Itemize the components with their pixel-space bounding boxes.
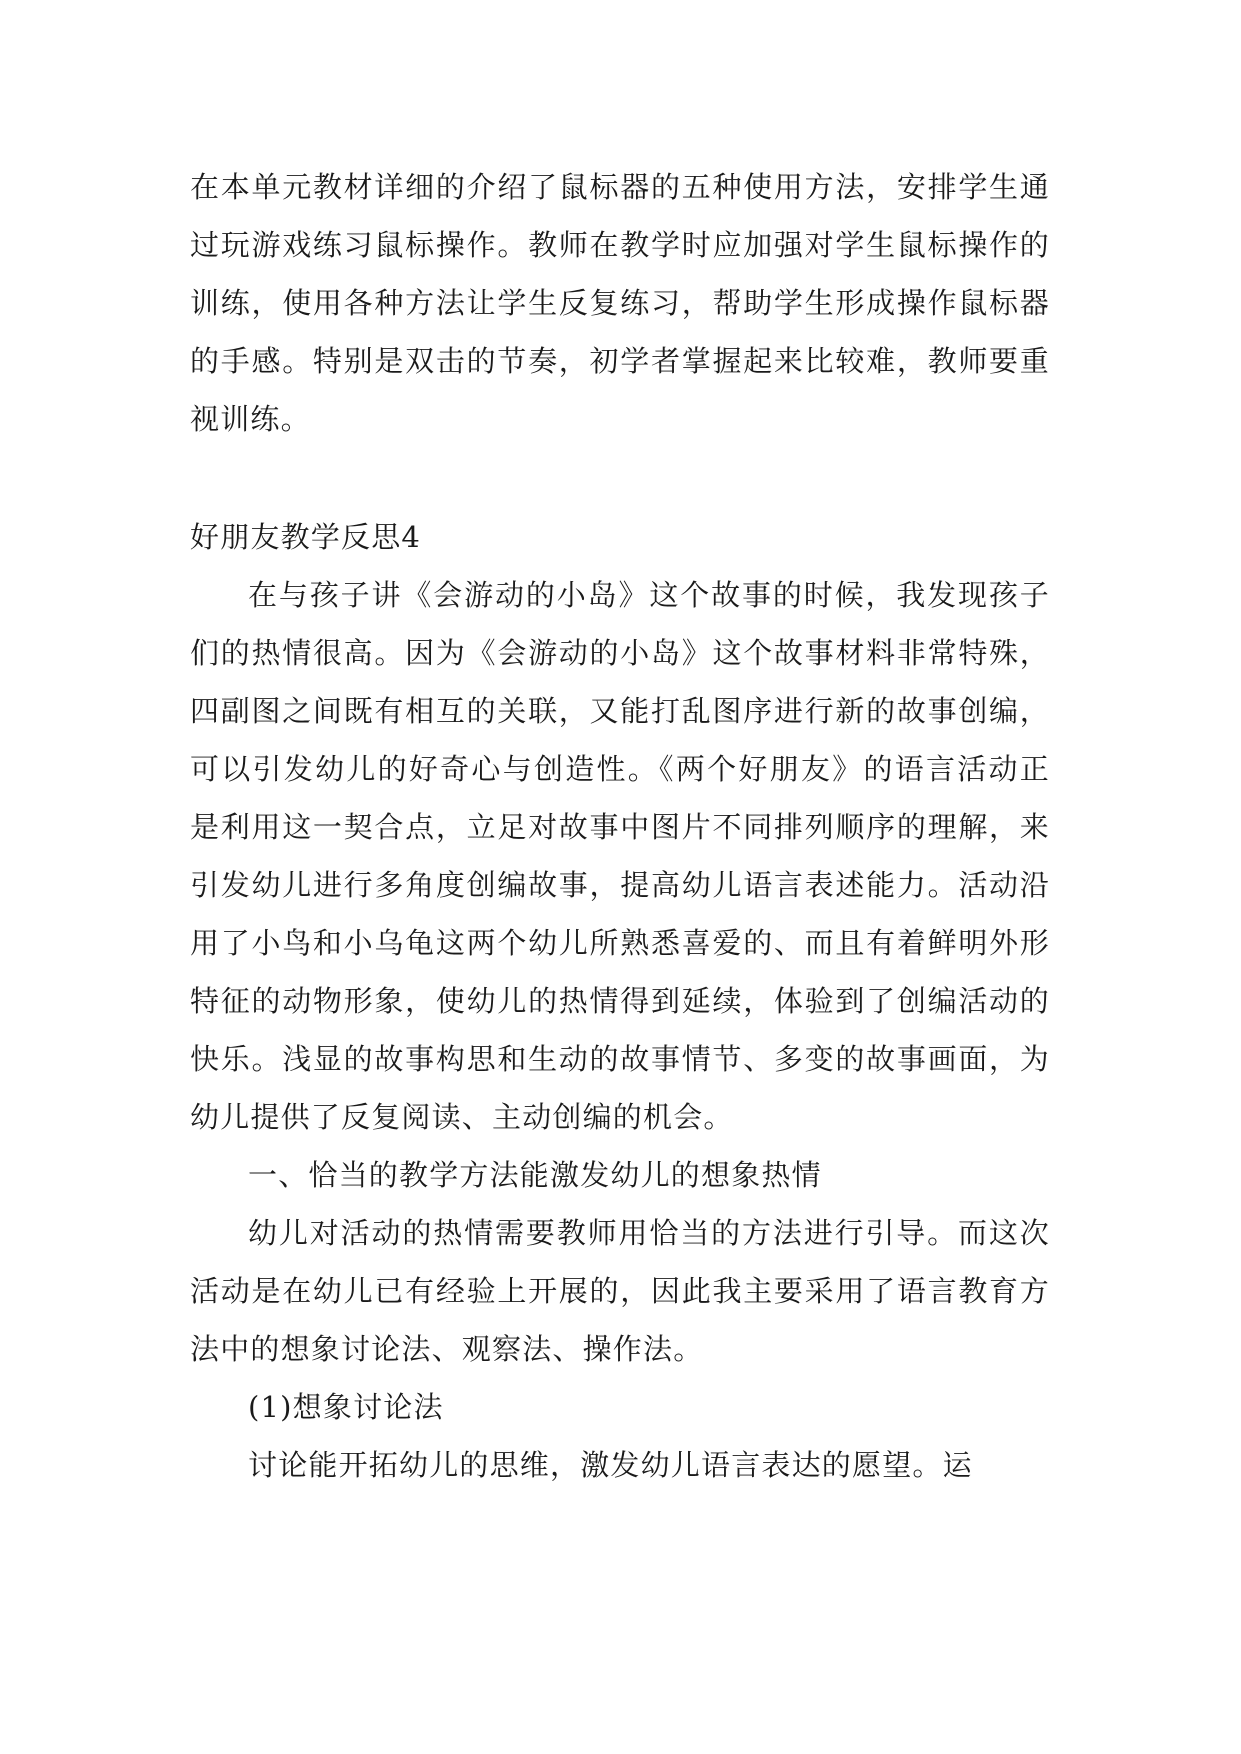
- paragraph-subheading-methods: 一、恰当的教学方法能激发幼儿的想象热情: [248, 1158, 822, 1192]
- paragraph-methods: 幼儿对活动的热情需要教师用恰当的方法进行引导。而这次活动是在幼儿已有经验上开展的，因此我主要采用了语言教育方法中的想象讨论法、观察法、操作法。: [190, 1216, 1050, 1366]
- section-body: [190, 566, 1050, 1494]
- section-title: 好朋友教学反思4: [190, 520, 422, 554]
- intro-paragraph: 在本单元教材详细的介绍了鼠标器的五种使用方法，安排学生通过玩游戏练习鼠标操作。教师在教学时应加强对学生鼠标操作的训练，使用各种方法让学生反复练习，帮助学生形成操作鼠标器的手感。特别是双击的节奏，初学者掌握起来比较难，教师要重视训练。: [190, 170, 1050, 436]
- paragraph-discussion: 讨论能开拓幼儿的思维，激发幼儿语言表达的愿望。运: [248, 1448, 973, 1482]
- paragraph-story-intro: 在与孩子讲《会游动的小岛》这个故事的时候，我发现孩子们的热情很高。因为《会游动的小岛》这个故事材料非常特殊，四副图之间既有相互的关联，又能打乱图序进行新的故事创编，可以引发幼儿的好奇心与创造性。《两个好朋友》的语言活动正是利用这一契合点，立足对故事中图片不同排列顺序的理解，来引发幼儿进行多角度创编故事，提高幼儿语言表述能力。活动沿用了小鸟和小乌龟这两个幼儿所熟悉喜爱的、而且有着鲜明外形特征的动物形象，使幼儿的热情得到延续，体验到了创编活动的快乐。浅显的故事构思和生动的故事情节、多变的故事画面，为幼儿提供了反复阅读、主动创编的机会。: [190, 578, 1050, 1134]
- paragraph-subheading-discussion: (1)想象讨论法: [248, 1390, 444, 1424]
